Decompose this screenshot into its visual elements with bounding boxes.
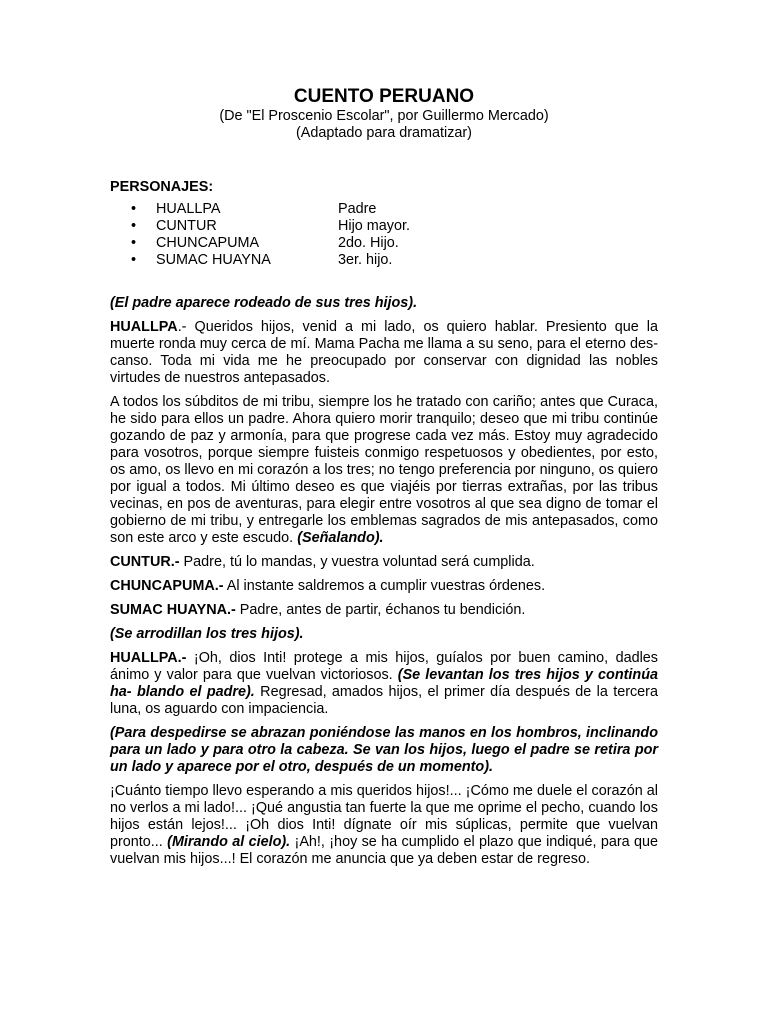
speaker-name: HUALLPA — [110, 319, 178, 335]
cast-heading: PERSONAJES: — [110, 179, 214, 195]
cast-name: HUALLPA — [156, 201, 221, 217]
speaker-name: CUNTUR.- — [110, 554, 180, 570]
stage-direction: (Se arrodillan los tres hijos). — [110, 626, 304, 642]
dialogue-text: .- Queridos hijos, venid a mi lado, os quiero hablar. Presiento que la muerte ronda muy cerca de mí. Mama Pacha me llama a su seno, para el eterno des- canso. Toda mi vida me he preocupado por conservar con dignidad las nobles virtudes de nuestros antepasados. — [110, 319, 658, 386]
dialogue-text: ¡Cuánto tiempo llevo esperando a mis queridos hijos!... ¡Cómo me duele el corazón al no verlos a mi lado!... ¡Qué angustia tan fuerte la que me oprime el pecho, cuando los hijos están lejos!... ¡Oh dios Inti! dígnate oír mis súplicas, permite que vuelvan pronto... — [110, 783, 658, 850]
cast-role: Padre — [338, 201, 377, 217]
dialogue-text: Al instante saldremos a cumplir vuestras órdenes. — [223, 578, 546, 594]
stage-direction: (El padre aparece rodeado de sus tres hijos). — [110, 295, 418, 311]
stage-direction: (Mirando al cielo). — [167, 834, 291, 850]
dialogue-paragraph — [110, 554, 658, 571]
dialogue-text: ¡Oh, dios Inti! protege a mis hijos, guíalos por buen camino, dadles ánimo y valor para que vuelvan victoriosos. — [110, 650, 658, 683]
cast-member — [110, 218, 658, 235]
dialogue-paragraph — [110, 650, 658, 718]
cast-name: CHUNCAPUMA — [156, 235, 260, 251]
bullet-icon: • — [131, 252, 137, 268]
document-title: CUENTO PERUANO — [293, 86, 475, 107]
speaker-name: SUMAC HUAYNA.- — [110, 602, 236, 618]
cast-member — [110, 201, 658, 218]
dialogue-text: A todos los súbditos de mi tribu, siempre los he tratado con cariño; antes que Curaca, he sido para ellos un padre. Ahora quiero morir tranquilo; deseo que mi tribu continúe gozando de paz y armonía, para que progrese cada vez más. Estoy muy agradecido para vosotros, porque siempre fuisteis conmigo respetuosos y obedientes, por esto, os amo, os llevo en mi corazón a los tres; no tengo preferencia por ninguno, os quiero por igual a todos. Mi último deseo es que viajéis por tierras extrañas, por las tribus vecinas, en pos de aventuras, para elegir entre vosotros al que sea digno de tomar el gobierno de mi tribu, y entregarle los emblemas sagrados de mis antepasados, como son este arco y este escudo. — [110, 394, 658, 546]
bullet-icon: • — [131, 201, 137, 217]
bullet-icon: • — [131, 235, 137, 251]
cast-member — [110, 252, 658, 269]
cast-role: Hijo mayor. — [338, 218, 410, 234]
bullet-icon: • — [131, 218, 137, 234]
stage-direction: (Se levantan los tres hijos y continúa ha- blando el padre). — [110, 667, 658, 700]
dialogue-text: ¡Ah!, ¡hoy se ha cumplido el plazo que indiqué, para que vuelvan mis hijos...! El corazón me anuncia que ya deben estar de regreso. — [110, 834, 659, 867]
dialogue-paragraph — [110, 319, 658, 387]
cast-name: CUNTUR — [156, 218, 217, 234]
cast-role: 2do. Hijo. — [338, 235, 399, 251]
speaker-name: HUALLPA.- — [110, 650, 187, 666]
stage-direction: (Para despedirse se abrazan poniéndose las manos en los hombros, inclinando para un lado y para otro la cabeza. Se van los hijos, luego el padre se retira por un lado y aparece por el otro, después de un momento). — [110, 725, 658, 775]
cast-list — [110, 201, 658, 269]
speaker-name: CHUNCAPUMA.- — [110, 578, 224, 594]
source-line: (De "El Proscenio Escolar", por Guillermo Mercado) — [219, 108, 549, 124]
cast-role: 3er. hijo. — [338, 252, 393, 268]
dialogue-text: Padre, tú lo mandas, y vuestra voluntad será cumplida. — [179, 554, 535, 570]
dialogue-paragraph — [110, 578, 658, 595]
cast-name: SUMAC HUAYNA — [156, 252, 271, 268]
stage-direction: (Señalando). — [297, 530, 384, 546]
adaptation-note: (Adaptado para dramatizar) — [296, 125, 472, 141]
cast-member — [110, 235, 658, 252]
dialogue-text: Regresad, amados hijos, el primer día después de la tercera luna, os aguardo con impaciencia. — [110, 684, 658, 717]
dialogue-paragraph — [110, 394, 658, 547]
dialogue-paragraph — [110, 783, 658, 868]
dialogue-paragraph — [110, 602, 658, 619]
dialogue-text: Padre, antes de partir, échanos tu bendición. — [235, 602, 526, 618]
